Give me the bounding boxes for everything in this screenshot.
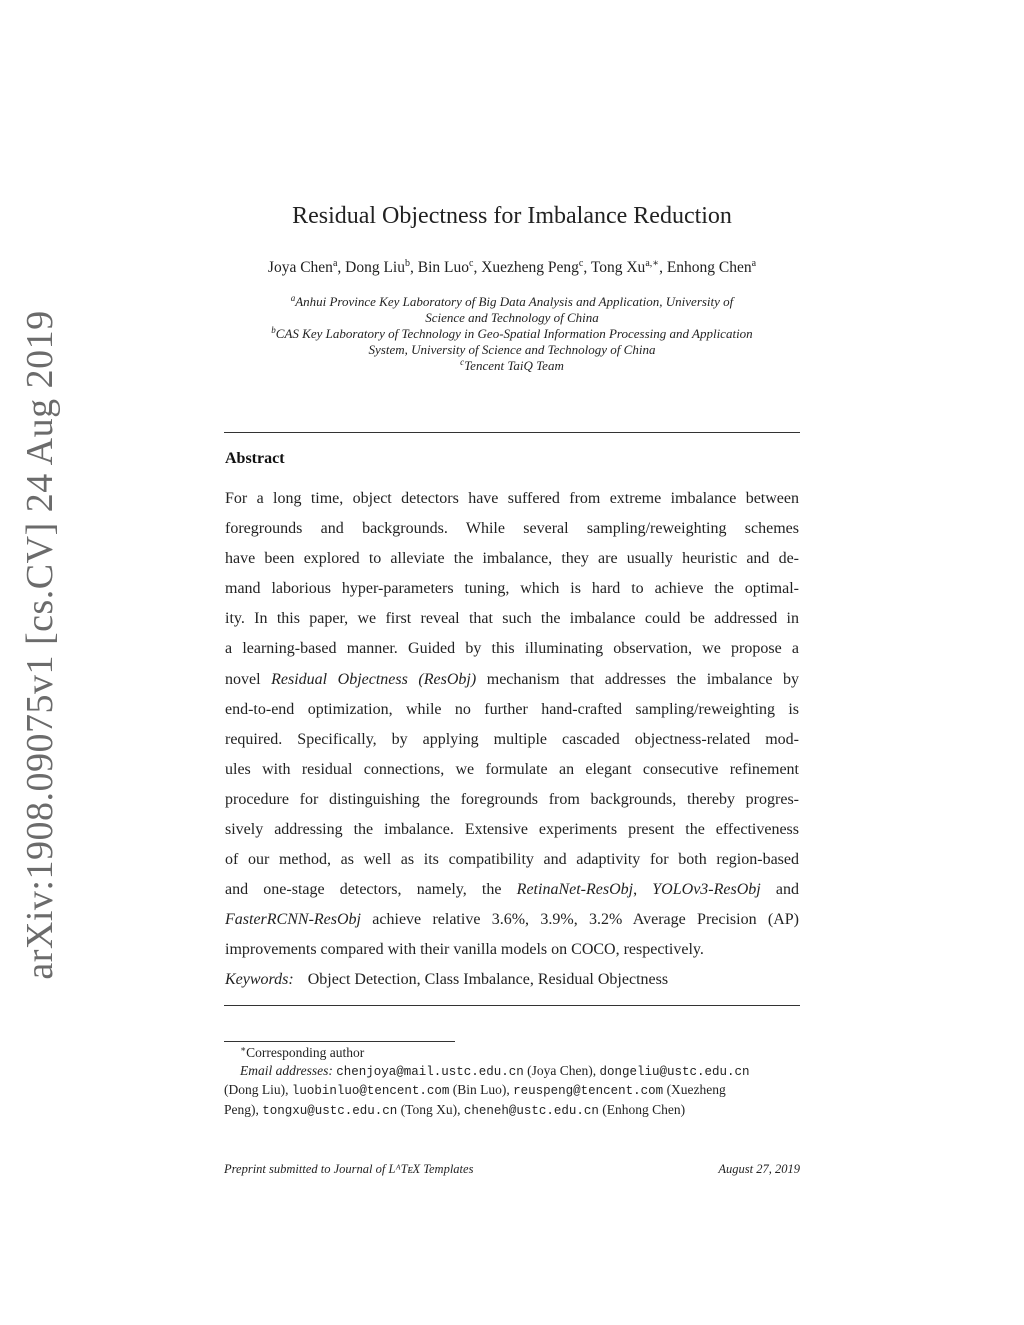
affiliation-line: $^b$CAS Key Laboratory of Technology in Geo-Spatial Information Processing and Application [271, 325, 753, 341]
email-owner: Peng), [224, 1101, 259, 1117]
email-address[interactable]: dongeliu@ustc.edu.cn [599, 1064, 750, 1079]
abstract-line: have been explored to alleviate the imbalance, they are usually heuristic and de- [225, 550, 799, 568]
affiliation-line: System, University of Science and Technology of China [368, 342, 656, 357]
email-owner: (Joya Chen), [527, 1062, 597, 1078]
abstract-bottom-rule [224, 1005, 800, 1006]
affiliation-line: Science and Technology of China [425, 310, 599, 325]
email-address[interactable]: chenjoya@mail.ustc.edu.cn [336, 1064, 524, 1079]
email-owner: (Dong Liu), [224, 1082, 289, 1097]
affiliations [222, 294, 802, 374]
italic-term: RetinaNet-ResObj [516, 881, 634, 899]
email-address[interactable]: cheneh@ustc.edu.cn [463, 1103, 599, 1118]
arxiv-identifier-stamp [10, 310, 70, 980]
italic-term: Residual Objectness (ResObj) [271, 670, 477, 688]
email-line [224, 1062, 800, 1082]
abstract-line: foregrounds and backgrounds. While several sampling/reweighting schemes [225, 520, 799, 538]
abstract-body [225, 484, 799, 966]
author: Dong Liu$^b$ [345, 258, 410, 276]
abstract-line: ity. In this paper, we first reveal that such the imbalance could be addressed in [225, 610, 799, 628]
email-address[interactable]: tongxu@ustc.edu.cn [262, 1103, 398, 1118]
italic-term: FasterRCNN-ResObj [225, 911, 361, 929]
author: Xuezheng Peng$^c$ [481, 258, 584, 276]
corresponding-author-note: ∗Corresponding author [240, 1044, 365, 1060]
abstract-line: procedure for distinguishing the foregrounds from backgrounds, thereby progres- [225, 790, 799, 808]
author: Bin Luo$^c$ [417, 258, 474, 276]
affiliation-line: $^a$Anhui Province Key Laboratory of Big Data Analysis and Application, University of [290, 293, 734, 309]
email-line [224, 1081, 800, 1101]
email-line [224, 1101, 800, 1121]
author: Joya Chen$^a$ [267, 258, 338, 276]
abstract-heading: Abstract [225, 450, 285, 467]
abstract-line: For a long time, object detectors have suffered from extreme imbalance between [225, 490, 799, 507]
email-label: Email addresses: [240, 1062, 333, 1078]
email-address[interactable]: luobinluo@tencent.com [291, 1084, 450, 1098]
abstract-line: improvements compared with their vanilla models on COCO, respectively. [225, 941, 704, 959]
abstract-line: sively addressing the imbalance. Extensive experiments present the effectiveness [225, 821, 799, 839]
affiliation-line: $^c$Tencent TaiQ Team [460, 357, 564, 373]
email-owner: (Enhong Chen) [602, 1101, 686, 1117]
paper-title: Residual Objectness for Imbalance Reduction [292, 203, 732, 229]
arxiv-identifier-text: arXiv:1908.09075v1 [cs.CV] 24 Aug 2019 [19, 310, 61, 980]
abstract-top-rule [224, 432, 800, 433]
preprint-date: August 27, 2019 [718, 1162, 800, 1176]
author: Enhong Chen$^a$ [666, 258, 757, 276]
email-address[interactable]: reuspeng@tencent.com [513, 1084, 664, 1098]
abstract-line: end-to-end optimization, while no further hand-crafted sampling/reweighting is [225, 700, 799, 718]
abstract-line: mand laborious hyper-parameters tuning, which is hard to achieve the optimal- [225, 580, 799, 598]
abstract-line: required. Specifically, by applying multiple cascaded objectness-related mod- [225, 730, 799, 748]
preprint-journal: Preprint submitted to Journal of LᴬTᴇX Templates [224, 1162, 474, 1176]
email-owner: (Tong Xu), [400, 1101, 461, 1117]
preprint-footer [224, 1162, 800, 1177]
author-list: Joya Chen$^a$, Dong Liu$^b$, Bin Luo$^c$, Xuezheng Peng$^c$, Tong $Xu^{a,∗}$, Enhong Chen$^a$ [267, 258, 757, 276]
keywords-label: Keywords: [225, 971, 294, 988]
author: Tong $Xu^{a,∗}$ [590, 258, 660, 276]
italic-term: YOLOv3-ResObj [652, 881, 761, 899]
email-owner: (Xuezheng [666, 1082, 726, 1097]
abstract-line: FasterRCNN-ResObj achieve relative 3.6%, 3.9%, 3.2% Average Precision (AP) [225, 911, 799, 929]
abstract-line: and one-stage detectors, namely, the RetinaNet-ResObj, YOLOv3-ResObj and [225, 881, 799, 899]
abstract-line: ules with residual connections, we formulate an elegant consecutive refinement [225, 760, 799, 778]
abstract-line: novel Residual Objectness (ResObj) mechanism that addresses the imbalance by [225, 670, 799, 688]
abstract-line: of our method, as well as its compatibility and adaptivity for both region-based [225, 851, 799, 869]
email-owner: (Bin Luo), [452, 1082, 510, 1097]
footnotes [224, 1044, 800, 1120]
keywords [225, 971, 668, 989]
abstract-line: a learning-based manner. Guided by this illuminating observation, we propose a [225, 640, 799, 658]
footnote-rule [224, 1041, 455, 1042]
keywords-text: Object Detection, Class Imbalance, Residual Objectness [307, 971, 669, 988]
